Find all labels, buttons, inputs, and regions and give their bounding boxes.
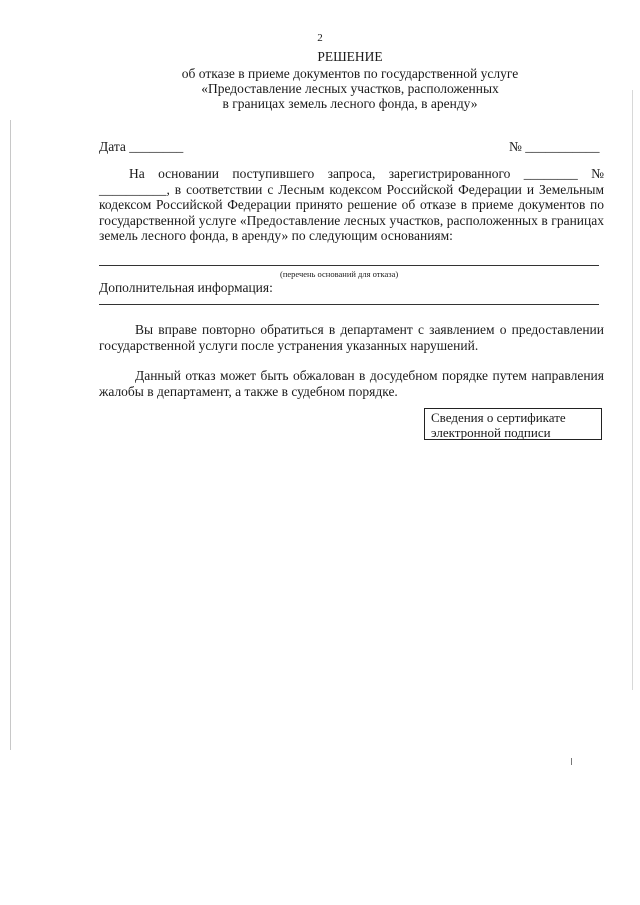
paragraph-appeal-1: Вы вправе повторно обратиться в департамент с заявлением о предоставлении государственной услуги после устранения указанных нарушений. — [99, 322, 604, 353]
reasons-note: (перечень оснований для отказа) — [280, 269, 399, 279]
scan-mark — [571, 758, 572, 765]
scan-edge-left — [10, 120, 11, 750]
page-number: 2 — [317, 32, 323, 44]
number-field: № ___________ — [509, 139, 600, 154]
reasons-line — [99, 265, 599, 266]
scan-edge-right — [632, 90, 633, 690]
additional-info-label: Дополнительная информация: — [99, 280, 273, 295]
subtitle-line-1: об отказе в приеме документов по государственной услуге — [181, 66, 519, 81]
certificate-box: Сведения о сертификате электронной подписи — [424, 408, 602, 440]
subtitle-line-3: в границах земель лесного фонда, в аренду» — [222, 96, 478, 111]
date-field: Дата ________ — [99, 139, 184, 154]
subtitle-line-2: «Предоставление лесных участков, расположенных — [201, 81, 499, 96]
additional-info-line — [99, 304, 599, 305]
paragraph-main: На основании поступившего запроса, зарегистрированного ________ № __________, в соответствии с Лесным кодексом Российской Федерации и Земельным кодексом Российской Федерации принято решение об отказе в приеме документов по государственной услуге «Предоставление лесных участков, расположенных в границах земель лесного фонда, в аренду» по следующим основаниям: — [99, 166, 604, 243]
paragraph-appeal-2: Данный отказ может быть обжалован в досудебном порядке путем направления жалобы в департамент, а также в судебном порядке. — [99, 368, 604, 399]
document-title: РЕШЕНИЕ — [317, 49, 383, 64]
